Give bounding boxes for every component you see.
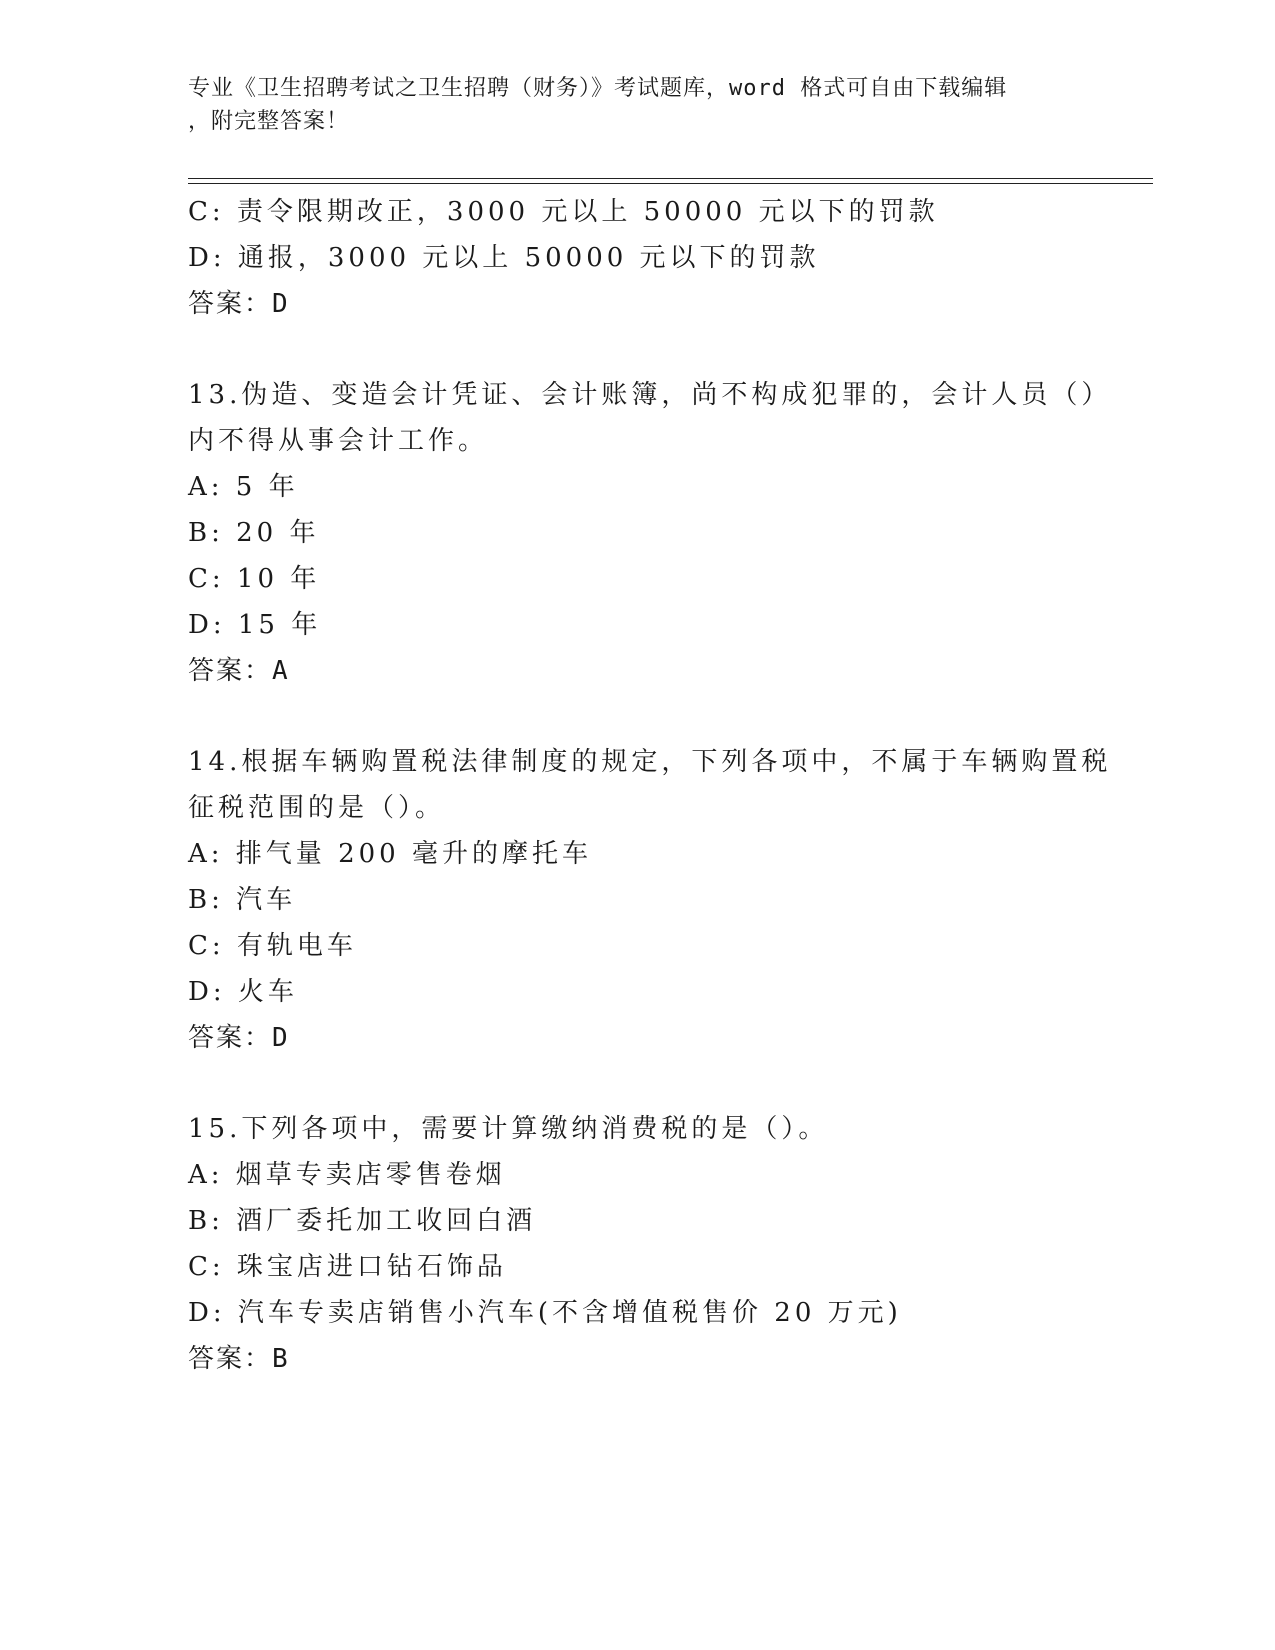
answer: 答案：D	[188, 1023, 290, 1053]
spacer	[188, 327, 1088, 372]
question-stem: 14.根据车辆购置税法律制度的规定，下列各项中，不属于车辆购置税	[188, 747, 1112, 777]
question-stem: 15.下列各项中，需要计算缴纳消费税的是（）。	[188, 1114, 829, 1144]
question-15	[188, 1106, 1088, 1382]
option-c: C: 责令限期改正，3000 元以上 50000 元以下的罚款	[188, 197, 939, 227]
option-b: B: 酒厂委托加工收回白酒	[188, 1206, 537, 1236]
option-a: A: 排气量 200 毫升的摩托车	[188, 839, 592, 869]
document-header	[188, 72, 1068, 138]
answer: 答案：D	[188, 289, 290, 319]
option-d: D: 15 年	[188, 610, 322, 640]
option-b: B: 汽车	[188, 885, 297, 915]
option-c: C: 10 年	[188, 564, 321, 594]
question-stem-cont: 内不得从事会计工作。	[188, 426, 489, 456]
spacer	[188, 694, 1088, 739]
document-body	[188, 189, 1112, 1382]
option-b: B: 20 年	[188, 518, 320, 548]
option-d: D: 通报，3000 元以上 50000 元以下的罚款	[188, 243, 820, 273]
header-line-2: ，附完整答案！	[188, 109, 350, 134]
question-12-tail	[188, 189, 1088, 327]
option-c: C: 有轨电车	[188, 931, 357, 961]
question-stem: 13.伪造、变造会计凭证、会计账簿，尚不构成犯罪的，会计人员（）	[188, 380, 1112, 410]
option-d: D: 火车	[188, 977, 298, 1007]
option-d: D: 汽车专卖店销售小汽车(不含增值税售价 20 万元)	[188, 1298, 902, 1328]
header-line-1: 专业《卫生招聘考试之卫生招聘（财务）》考试题库，word 格式可自由下载编辑	[188, 76, 1008, 101]
question-14	[188, 739, 1112, 1061]
answer: 答案：A	[188, 656, 290, 686]
option-a: A: 烟草专卖店零售卷烟	[188, 1160, 506, 1190]
header-rule-top	[188, 178, 1153, 179]
header-rule-bottom	[188, 183, 1153, 184]
question-13	[188, 372, 1112, 694]
answer: 答案：B	[188, 1344, 290, 1374]
spacer	[188, 1061, 1088, 1106]
option-a: A: 5 年	[188, 472, 299, 502]
question-stem-cont: 征税范围的是（）。	[188, 793, 446, 823]
option-c: C: 珠宝店进口钻石饰品	[188, 1252, 507, 1282]
